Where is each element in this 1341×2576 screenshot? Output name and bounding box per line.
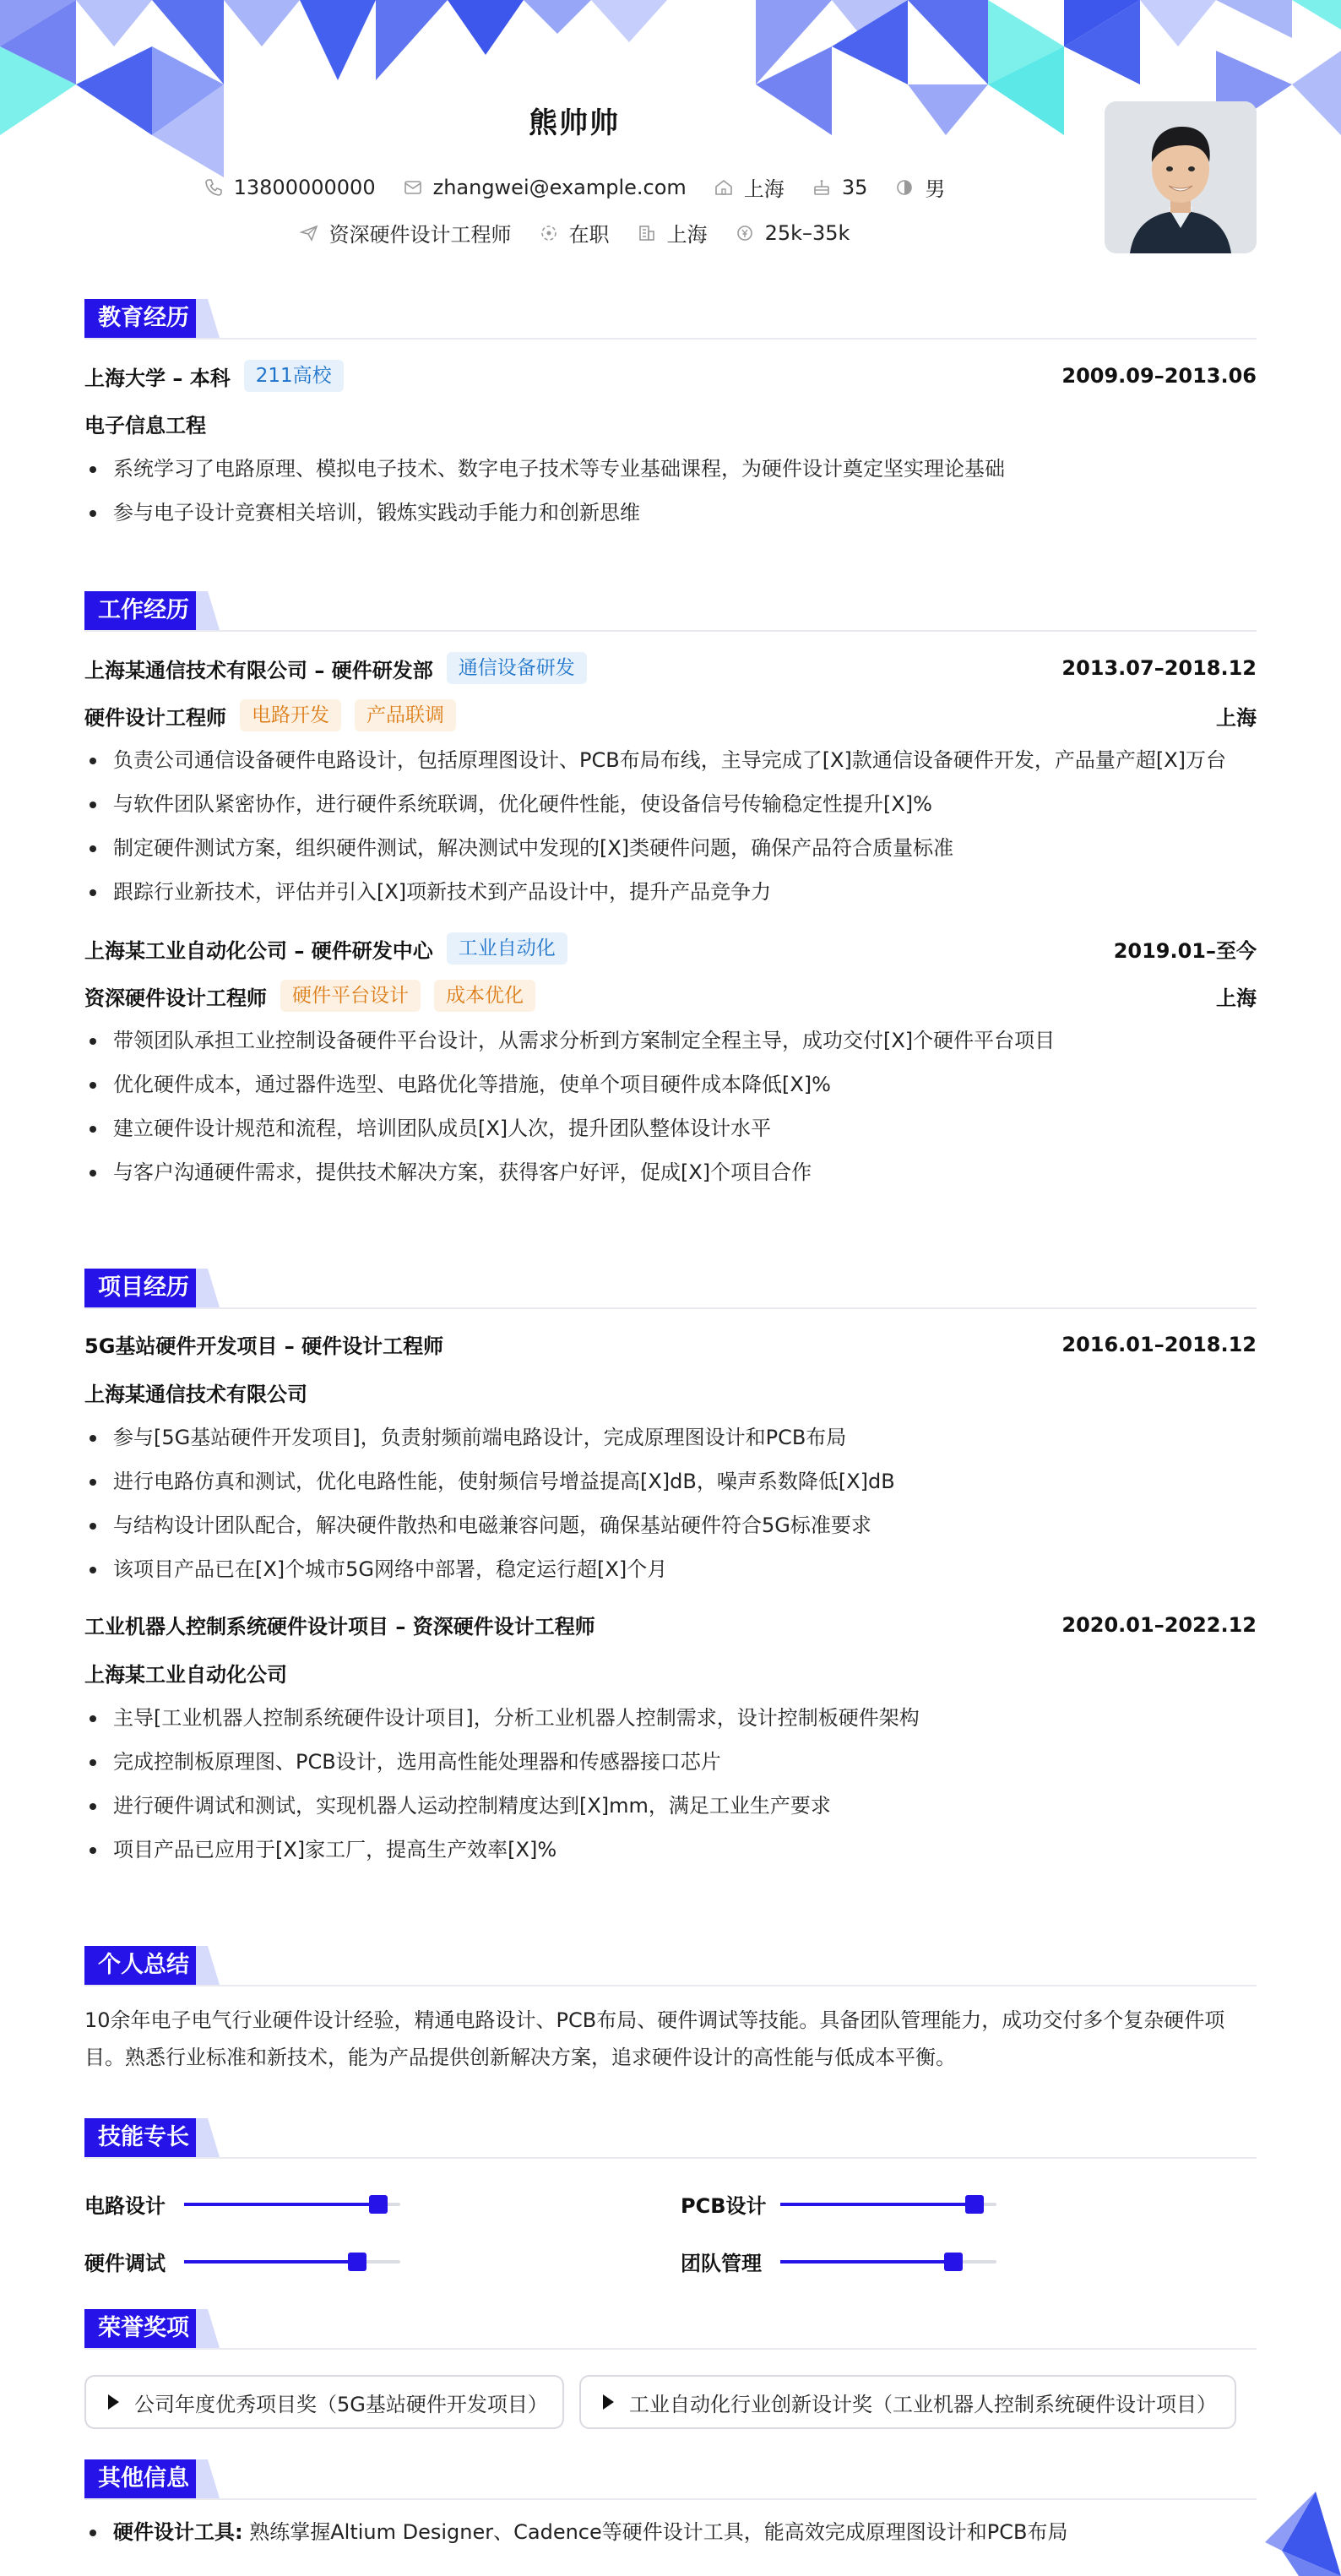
phone-icon — [204, 177, 224, 198]
list-item: 进行硬件调试和测试，实现机器人运动控制精度达到[X]mm，满足工业生产要求 — [84, 1791, 1257, 1821]
skill-bar-fill — [184, 2260, 357, 2264]
status-text: 在职 — [568, 223, 610, 247]
work-role: 资深硬件设计工程师 — [84, 986, 267, 1010]
skill-name: 团队管理 — [681, 2252, 762, 2275]
work-section — [84, 591, 1257, 1187]
list-item: 该项目产品已在[X]个城市5G网络中部署，稳定运行超[X]个月 — [84, 1554, 1257, 1584]
salary-text: 25k–35k — [764, 220, 850, 245]
skill-bar — [184, 2203, 400, 2206]
city-text: 上海 — [743, 177, 785, 201]
list-item: 建立硬件设计规范和流程，培训团队成员[X]人次，提升团队整体设计水平 — [84, 1113, 1257, 1144]
send-icon — [299, 223, 319, 243]
job-title-info — [299, 218, 512, 247]
work-1-header-row — [84, 932, 1257, 965]
award-text: 公司年度优秀项目奖（5G基站硬件开发项目） — [134, 2392, 548, 2416]
list-item: 主导[工业机器人控制系统硬件设计项目]，分析工业机器人控制需求，设计控制板硬件架构 — [84, 1703, 1257, 1733]
skill-item — [84, 2189, 400, 2219]
other-text: 熟练掌握Altium Designer、Cadence等硬件设计工具，能高效完成原理图设计和PCB布局 — [249, 2520, 1068, 2544]
building-icon — [637, 223, 657, 243]
awards-section — [84, 2309, 1257, 2350]
education-bullets — [84, 454, 1257, 528]
section-title-education: 教育经历 — [84, 299, 203, 338]
project-company: 上海某工业自动化公司 — [84, 1663, 287, 1687]
work-role-tag: 产品联调 — [355, 699, 456, 731]
project-0-company-row — [84, 1378, 1257, 1407]
skill-bar-fill — [184, 2203, 378, 2206]
section-tail-decoration — [196, 2309, 221, 2348]
list-item: 参与电子设计竞赛相关培训，锻炼实践动手能力和创新思维 — [84, 497, 1257, 528]
project-title: 工业机器人控制系统硬件设计项目 – 资深硬件设计工程师 — [84, 1615, 595, 1639]
list-item: 项目产品已应用于[X]家工厂，提高生产效率[X]% — [84, 1834, 1257, 1865]
list-item: 负责公司通信设备硬件电路设计，包括原理图设计、PCB布局布线，主导完成了[X]款通信设备硬件开发，产品量产超[X]万台 — [84, 745, 1257, 775]
skill-bar — [184, 2260, 400, 2264]
other-section — [84, 2459, 1257, 2547]
skill-bar-fill — [780, 2260, 953, 2264]
list-item: 完成控制板原理图、PCB设计，选用高性能处理器和传感器接口芯片 — [84, 1747, 1257, 1777]
list-item: 跟踪行业新技术，评估并引入[X]项新技术到产品设计中，提升产品竞争力 — [84, 877, 1257, 907]
education-header-row — [84, 360, 1257, 392]
work-location: 上海 — [1216, 986, 1257, 1010]
list-item: 与结构设计团队配合，解决硬件散热和电磁兼容问题，确保基站硬件符合5G标准要求 — [84, 1510, 1257, 1541]
city-info — [714, 172, 785, 202]
education-tag: 211高校 — [244, 360, 344, 392]
play-triangle-icon — [603, 2394, 614, 2410]
email-text: zhangwei@example.com — [432, 175, 687, 199]
phone-text: 13800000000 — [233, 175, 376, 199]
award-item — [84, 2375, 564, 2429]
project-1-bullets — [84, 1703, 1257, 1865]
education-section — [84, 299, 1257, 528]
project-title: 5G基站硬件开发项目 – 硬件设计工程师 — [84, 1334, 444, 1358]
skills-section — [84, 2118, 1257, 2159]
skill-name: PCB设计 — [681, 2194, 767, 2218]
cake-icon — [812, 177, 832, 198]
section-title-work: 工作经历 — [84, 591, 203, 630]
play-triangle-icon — [108, 2394, 119, 2410]
work-0-bullets — [84, 745, 1257, 907]
section-title-awards: 荣誉奖项 — [84, 2309, 203, 2348]
project-period: 2016.01–2018.12 — [1061, 1332, 1257, 1356]
work-company: 上海某工业自动化公司 – 硬件研发中心 — [84, 938, 433, 963]
contact-info-row — [0, 172, 1148, 202]
list-item: 制定硬件测试方案，组织硬件测试，解决测试中发现的[X]类硬件问题，确保产品符合质量标准 — [84, 833, 1257, 863]
list-item: 系统学习了电路原理、模拟电子技术、数字电子技术等专业基础课程，为硬件设计奠定坚实理论基础 — [84, 454, 1257, 484]
job-info-row — [0, 218, 1148, 247]
work-1-role-row — [84, 980, 1257, 1012]
skill-knob — [944, 2253, 963, 2271]
skill-bar — [780, 2203, 996, 2206]
skill-item — [681, 2247, 996, 2276]
mail-icon — [403, 177, 423, 198]
education-school: 上海大学 – 本科 — [84, 366, 231, 390]
section-tail-decoration — [196, 2118, 221, 2157]
work-role-tag: 成本优化 — [434, 980, 535, 1012]
section-title-skills: 技能专长 — [84, 2118, 203, 2157]
work-tag: 工业自动化 — [447, 932, 567, 965]
section-title-projects: 项目经历 — [84, 1269, 203, 1307]
work-company: 上海某通信技术有限公司 – 硬件研发部 — [84, 658, 433, 682]
job-title-text: 资深硬件设计工程师 — [328, 223, 512, 247]
project-period: 2020.01–2022.12 — [1061, 1612, 1257, 1637]
email-info — [403, 176, 687, 199]
list-item: 进行电路仿真和测试，优化电路性能，使射频信号增益提高[X]dB，噪声系数降低[X]dB — [84, 1466, 1257, 1497]
skill-item — [84, 2247, 400, 2276]
skill-knob — [369, 2195, 388, 2214]
section-tail-decoration — [196, 1946, 221, 1985]
list-item — [84, 2517, 1257, 2547]
skill-item — [681, 2189, 996, 2219]
project-company: 上海某通信技术有限公司 — [84, 1383, 307, 1406]
work-period: 2019.01–至今 — [1113, 938, 1257, 963]
section-tail-decoration — [196, 299, 221, 338]
work-1-bullets — [84, 1025, 1257, 1187]
work-role-tag: 电路开发 — [240, 699, 341, 731]
work-role-tag: 硬件平台设计 — [280, 980, 421, 1012]
work-tag: 通信设备研发 — [447, 652, 587, 684]
salary-info — [735, 221, 850, 245]
skill-name: 电路设计 — [84, 2194, 166, 2218]
skill-bar — [780, 2260, 996, 2264]
work-location: 上海 — [1216, 705, 1257, 730]
gender-icon — [894, 177, 915, 198]
work-0-role-row — [84, 699, 1257, 731]
project-1-company-row — [84, 1658, 1257, 1687]
work-city-info — [637, 218, 708, 247]
work-role: 硬件设计工程师 — [84, 705, 226, 730]
age-text: 35 — [841, 175, 868, 199]
summary-text: 10余年电子电气行业硬件设计经验，精通电路设计、PCB布局、硬件调试等技能。具备团队管理能力，成功交付多个复杂硬件项目。熟悉行业标准和新技术，能为产品提供创新解决方案，追求硬件设计的高性能与低成本平衡。 — [84, 2008, 1225, 2069]
project-1-header-row — [84, 1610, 1257, 1639]
list-item: 带领团队承担工业控制设备硬件平台设计，从需求分析到方案制定全程主导，成功交付[X]个硬件平台项目 — [84, 1025, 1257, 1056]
gender-text: 男 — [925, 177, 946, 201]
projects-section — [84, 1269, 1257, 1865]
list-item: 与软件团队紧密协作，进行硬件系统联调，优化硬件性能，使设备信号传输稳定性提升[X]% — [84, 789, 1257, 819]
list-item: 与客户沟通硬件需求，提供技术解决方案，获得客户好评，促成[X]个项目合作 — [84, 1157, 1257, 1187]
list-item: 优化硬件成本，通过器件选型、电路优化等措施，使单个项目硬件成本降低[X]% — [84, 1069, 1257, 1100]
section-tail-decoration — [196, 1269, 221, 1307]
work-period: 2013.07–2018.12 — [1061, 656, 1257, 680]
status-info — [539, 218, 610, 247]
work-0-header-row — [84, 652, 1257, 684]
award-text: 工业自动化行业创新设计奖（工业机器人控制系统硬件设计项目） — [629, 2392, 1217, 2416]
award-item — [579, 2375, 1236, 2429]
section-title-other: 其他信息 — [84, 2459, 203, 2498]
money-icon — [735, 223, 755, 243]
status-icon — [539, 223, 559, 243]
corner-decoration — [1265, 2492, 1341, 2576]
section-tail-decoration — [196, 591, 221, 630]
phone-info — [204, 176, 376, 199]
skill-bar-fill — [780, 2203, 975, 2206]
section-tail-decoration — [196, 2459, 221, 2498]
skill-name: 硬件调试 — [84, 2252, 166, 2275]
candidate-name: 熊帅帅 — [529, 106, 620, 140]
age-info — [812, 176, 868, 199]
avatar — [1105, 101, 1257, 253]
summary-section — [84, 1946, 1257, 2076]
other-label: 硬件设计工具: — [113, 2520, 243, 2544]
work-city-text: 上海 — [666, 223, 708, 247]
section-title-summary: 个人总结 — [84, 1946, 203, 1985]
skill-knob — [348, 2253, 366, 2271]
project-0-bullets — [84, 1422, 1257, 1584]
skill-knob — [965, 2195, 984, 2214]
home-icon — [714, 177, 734, 198]
project-0-header-row — [84, 1329, 1257, 1359]
education-major-row — [84, 409, 1257, 438]
gender-info — [894, 172, 945, 202]
education-period: 2009.09–2013.06 — [1061, 364, 1257, 388]
education-major: 电子信息工程 — [84, 414, 206, 437]
list-item: 参与[5G基站硬件开发项目]，负责射频前端电路设计，完成原理图设计和PCB布局 — [84, 1422, 1257, 1453]
other-bullets — [84, 2517, 1257, 2547]
